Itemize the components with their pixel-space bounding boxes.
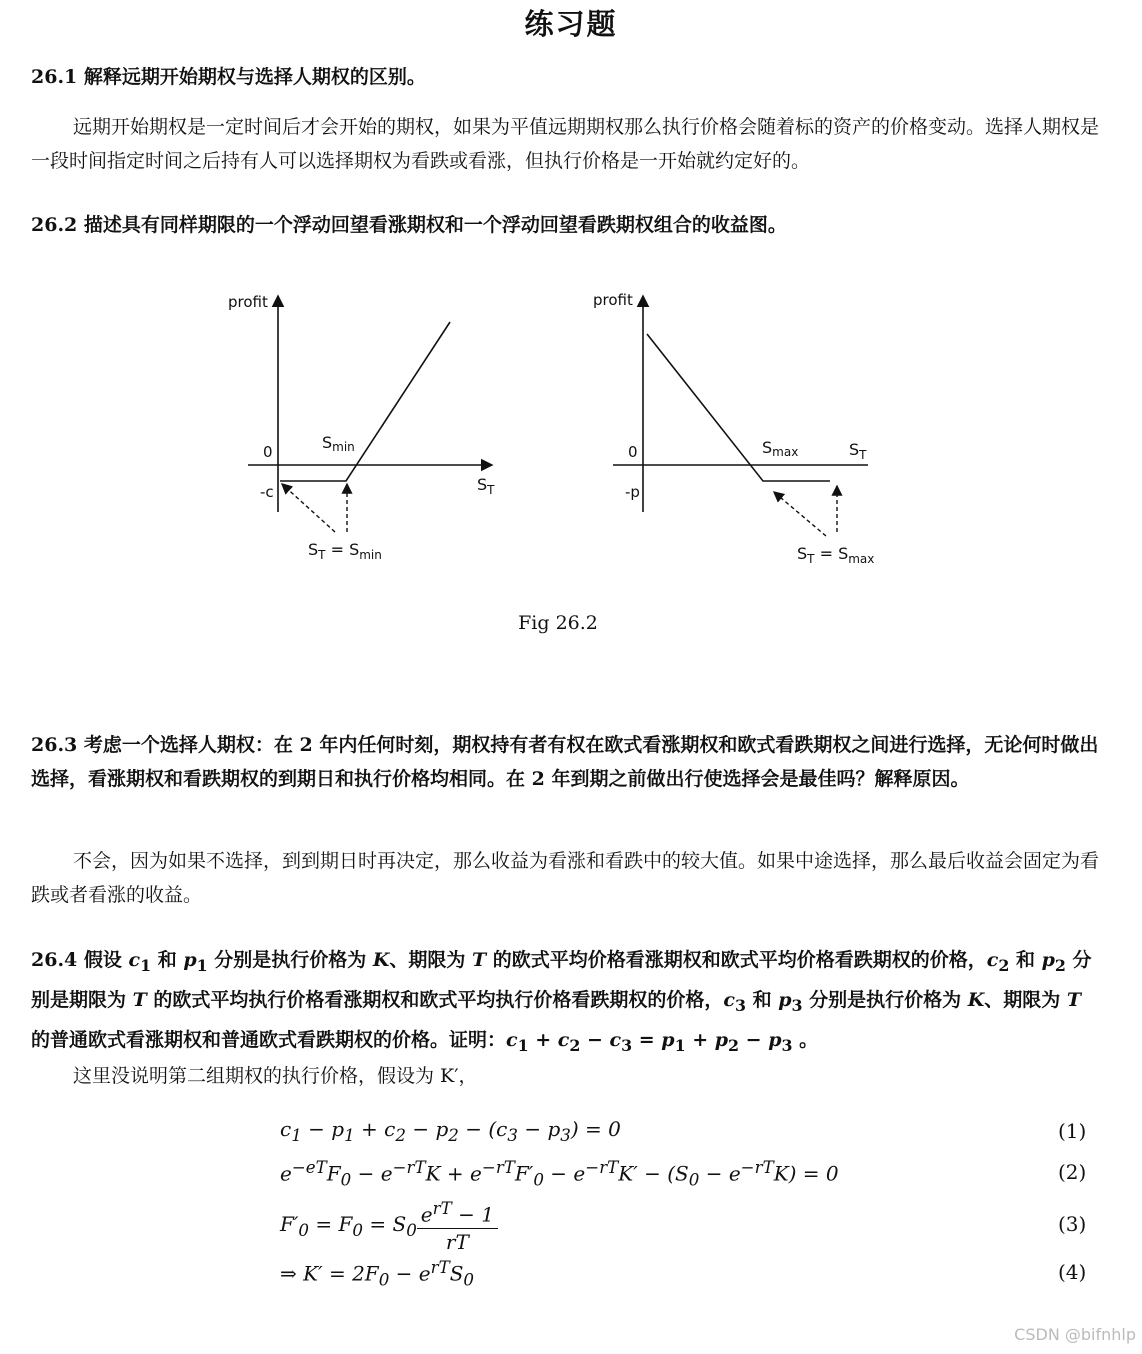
left-chart: [228, 293, 495, 562]
right-arrow-note: $S_T = S_{max}$: [797, 544, 875, 566]
right-neg-label: -p: [625, 483, 640, 501]
left-kink-label: Smin: [322, 433, 355, 454]
equation-4: ⇒ $K' = 2F_0 - e^{rT}S_0$: [280, 1258, 474, 1290]
answer-26-4-intro: 这里没说明第二组期权的执行价格，假设为 K′，: [73, 1065, 478, 1087]
question-26-3: 26.3 考虑一个选择人期权：在 2 年内任何时刻，期权持有者有权在欧式看涨期权和欧式看跌期权之间进行选择，无论何时做出选择，看涨期权和看跌期权的到期日和执行价格均相同。在 2 年到期之前做出行使选择会是最佳吗？解释原因。: [31, 734, 1099, 790]
equation-number-2: (2): [1058, 1160, 1087, 1184]
answer-26-1: 远期开始期权是一定时间后才会开始的期权，如果为平值远期期权那么执行价格会随着标的资产的价格变动。选择人期权是一段时间指定时间之后持有人可以选择期权为看跌或看涨，但执行价格是一开始就约定好的。: [31, 116, 1100, 172]
right-chart: [593, 291, 874, 566]
equation-number-4: (4): [1058, 1260, 1087, 1284]
right-payoff-line: [647, 334, 830, 481]
equation-1: $c_1 - p_1 + c_2 - p_2 - (c_3 - p_3) = 0$: [280, 1117, 621, 1145]
question-26-4: 26.4 假设 $c_1$ 和 $p_1$ 分别是执行价格为 K、期限为 T 的欧式平均价格看涨期权和欧式平均价格看跌期权的价格，$c_2$ 和 $p_2$ 分别是期限为 T 的欧式平均执行价格看涨期权和欧式平均执行价格看跌期权的价格，$c_3$ 和 $p_3$ 分别是执行价格为 K、期限为 T 的普通欧式看涨期权和普通欧式看跌期权的价格。证明：$c_1 + c_2 - c_3 = p_1 + p_2 - p_3$ 。: [31, 949, 1092, 1055]
equation-3: $F'_0 = F_0 = S_0$ $\frac{e^{rT} - 1}{rT}$: [280, 1196, 498, 1255]
left-payoff-line: [280, 322, 450, 481]
equation-2: $e^{-eT}F_0 - e^{-rT}K + e^{-rT}F'_0 - e^{-rT}K' - (S_0 - e^{-rT}K) = 0$: [280, 1158, 839, 1190]
right-kink-label: Smax: [762, 438, 799, 459]
question-26-2: 26.2 描述具有同样期限的一个浮动回望看涨期权和一个浮动回望看跌期权组合的收益图。: [31, 214, 787, 236]
figure-caption: Fig 26.2: [518, 612, 598, 634]
right-xlabel: $S_T$: [849, 440, 867, 462]
page-title: 练习题: [524, 7, 618, 41]
answer-26-3: 不会，因为如果不选择，到到期日时再决定，那么收益为看涨和看跌中的较大值。如果中途选择，那么最后收益会固定为看跌或者看涨的收益。: [31, 850, 1100, 906]
equation-number-3: (3): [1058, 1212, 1087, 1236]
left-arrow-diagonal: [282, 484, 335, 532]
left-neg-label: -c: [260, 483, 274, 501]
right-ylabel: profit: [593, 291, 633, 309]
equation-number-1: (1): [1058, 1119, 1087, 1143]
left-arrow-note: $S_T = S_{min}$: [308, 540, 382, 562]
right-arrow-diagonal: [774, 492, 826, 536]
left-xlabel: $S_T$: [477, 475, 495, 497]
question-26-1: 26.1 解释远期开始期权与选择人期权的区别。: [31, 66, 426, 88]
right-zero-label: 0: [628, 443, 638, 461]
left-zero-label: 0: [263, 443, 273, 461]
left-ylabel: profit: [228, 293, 268, 311]
watermark: CSDN @bifnhlp: [1014, 1325, 1136, 1344]
payoff-figure: [0, 270, 1142, 600]
